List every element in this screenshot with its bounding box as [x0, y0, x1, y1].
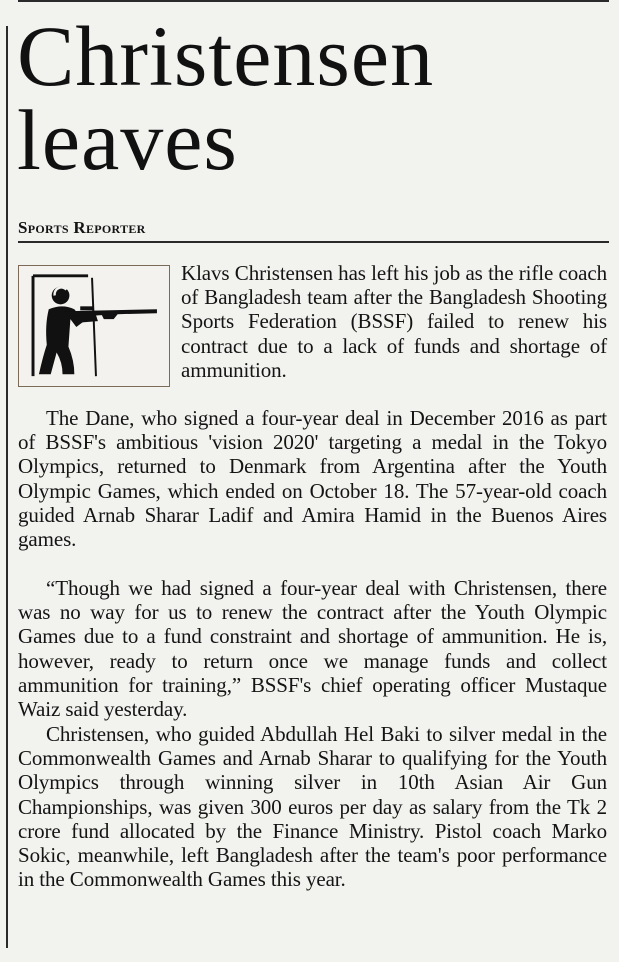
paragraph-3: “Though we had signed a four-year deal with Christensen, there was no way for us to renew the contract after the Youth Olympic Games due to a fund constraint and shortage of ammunition. He is, however, ready to return once we manage funds and collect ammunition for training,” BSSF's chief operating officer Mustaque Waiz said yesterday. [18, 576, 607, 722]
byline-rule [18, 241, 609, 243]
shooting-pictogram [18, 265, 170, 387]
column-rule [6, 26, 8, 948]
byline: Sports Reporter [18, 218, 146, 237]
paragraph-1: Klavs Christensen has left his job as the rifle coach of Bangladesh team after the Bangladesh Shooting Sports Federation (BSSF) failed to renew his contract due to a lack of funds and shortage of ammunition. [181, 261, 607, 382]
paragraph-4: Christensen, who guided Abdullah Hel Baki to silver medal in the Commonwealth Games and Arnab Sharar to qualifying for the Youth Olympics through winning silver in 10th Asian Air Gun Championships, was given 300 euros per day as salary from the Tk 2 crore fund allocated by the Finance Ministry. Pistol coach Marko Sokic, meanwhile, left Bangladesh after the team's poor performance in the Commonwealth Games this year. [18, 722, 607, 892]
paragraph-2: The Dane, who signed a four-year deal in December 2016 as part of BSSF's ambitious 'vision 2020' targeting a medal in the Tokyo Olympics, returned to Denmark from Argentina after the Youth Olympic Games, which ended on October 18. The 57-year-old coach guided Arnab Sharar Ladif and Amira Hamid in the Buenos Aires games. [18, 406, 607, 552]
top-rule [18, 0, 609, 2]
headline: Christensen leaves [17, 8, 435, 188]
rifle-shooter-icon [19, 266, 169, 386]
